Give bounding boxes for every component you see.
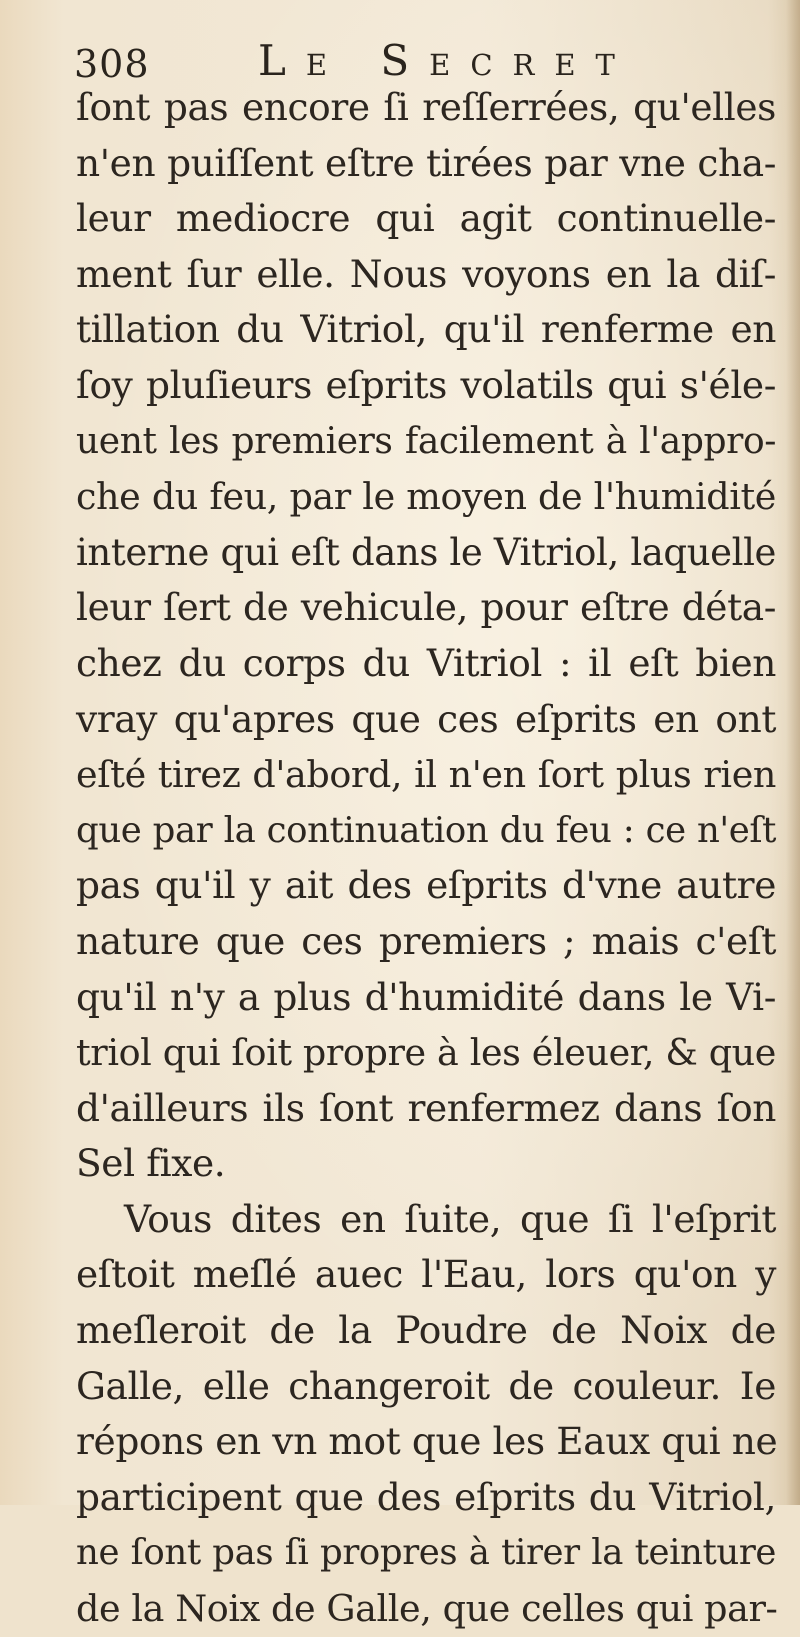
text-line: meſleroit de la Poudre de Noix de xyxy=(76,1308,776,1353)
text-line: eſtoit meſlé auec l'Eau, lors qu'on y xyxy=(76,1252,776,1297)
text-line: participent que des eſprits du Vitriol, xyxy=(76,1474,776,1519)
paragraph-first-line: Vous dites en ſuite, que ſi l'eſprit xyxy=(124,1196,776,1241)
text-line: pas qu'il y ait des eſprits d'vne autre xyxy=(76,863,776,908)
text-line: ſoy pluſieurs eſprits volatils qui s'éle- xyxy=(76,362,776,407)
text-line: qu'il n'y a plus d'humidité dans le Vi- xyxy=(76,974,776,1019)
running-title: Le Secret xyxy=(258,36,635,85)
text-line: n'en puiſſent eſtre tirées par vne cha- xyxy=(76,140,776,185)
text-line: leur mediocre qui agit continuelle- xyxy=(76,196,776,241)
text-line: triol qui ſoit propre à les éleuer, & que xyxy=(76,1031,776,1075)
text-line: ne ſont pas ſi propres à tirer la teinture xyxy=(76,1532,776,1574)
page-number: 308 xyxy=(74,42,150,86)
text-line: leur ſert de vehicule, pour eſtre déta- xyxy=(76,585,776,630)
text-line: tillation du Vitriol, qu'il renferme en xyxy=(76,307,776,352)
text-line: d'ailleurs ils ſont renfermez dans ſon xyxy=(76,1085,776,1130)
text-line: vray qu'apres que ces eſprits en ont xyxy=(76,696,776,741)
text-line: chez du corps du Vitriol : il eſt bien xyxy=(76,640,776,685)
text-line: eſté tirez d'abord, il n'en ſort plus rien xyxy=(76,753,776,797)
text-line: interne qui eſt dans le Vitriol, laquelle xyxy=(76,530,776,574)
text-line: Sel fixe. xyxy=(76,1141,226,1186)
text-line: de la Noix de Galle, que celles qui par- xyxy=(76,1587,778,1631)
text-line: ment ſur elle. Nous voyons en la diſ- xyxy=(76,251,776,296)
text-line: ſont pas encore ſi reſſerrées, qu'elles xyxy=(76,85,776,129)
text-line: nature que ces premiers ; mais c'eſt xyxy=(76,918,776,963)
text-line: Galle, elle changeroit de couleur. Ie xyxy=(76,1363,776,1408)
text-line: que par la continuation du feu : ce n'eſt xyxy=(76,809,776,851)
text-line: répons en vn mot que les Eaux qui ne xyxy=(76,1419,778,1464)
text-line: che du feu, par le moyen de l'humidité xyxy=(76,475,776,519)
body-text xyxy=(76,80,776,1637)
page-edge-shadow xyxy=(786,0,800,1505)
text-line: uent les premiers facilement à l'appro- xyxy=(76,420,776,462)
